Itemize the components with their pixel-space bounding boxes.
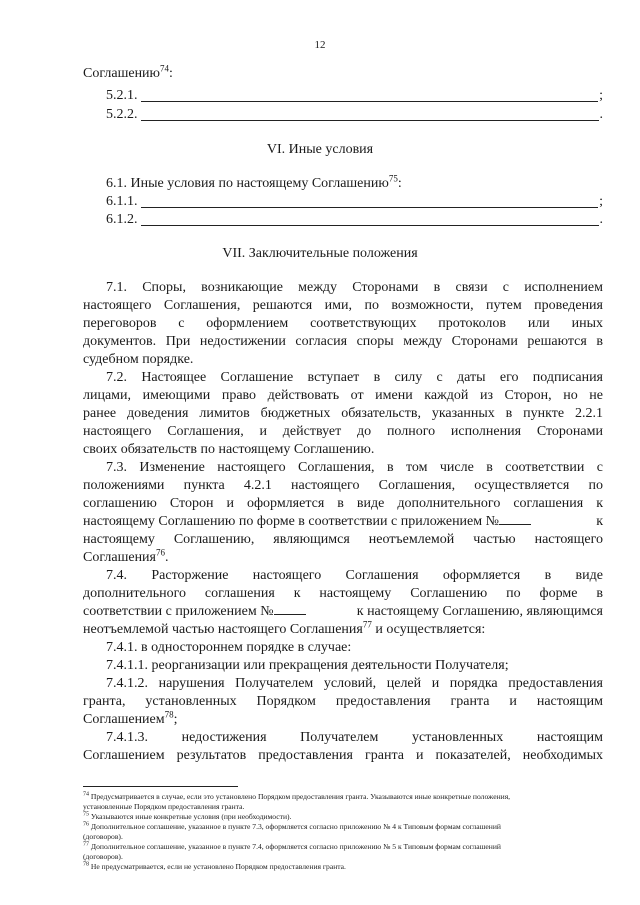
footnote-number: 76 — [83, 821, 89, 828]
footnote-number: 78 — [83, 861, 89, 868]
item-end: . — [599, 107, 603, 122]
item-number: 6.1.1. — [106, 194, 138, 209]
paragraph-7-3-text-b: к — [596, 514, 603, 529]
footnote-77 — [83, 842, 604, 852]
paragraph-7-2-line: ранее доведения лимитов бюджетных обязательств, указанных в пункте 2.2.1 — [83, 406, 603, 421]
paragraph-7-4-text-d: и осуществляется: — [371, 622, 486, 637]
footnote-text: установленные Порядком предоставления гранта. — [83, 802, 245, 811]
paragraph-7-4-line: 7.4. Расторжение настоящего Соглашения оформляется в виде — [106, 568, 603, 583]
paragraph-7-2-line: настоящего Соглашения, и действует до полного исполнения Сторонами — [83, 424, 603, 439]
section-7-title: VII. Заключительные положения — [222, 246, 418, 261]
paragraph-7-1-line: переговоров с оформлением соответствующих протоколов или иных — [83, 316, 603, 331]
footnote-78 — [83, 862, 604, 872]
paragraph-7-3-text-a: настоящему Соглашению по форме в соответствии с приложением № — [83, 514, 499, 529]
footnote-ref: 78 — [164, 709, 174, 720]
attachment-number-blank — [499, 513, 531, 525]
footnote-ref: 74 — [160, 63, 170, 74]
fill-line — [141, 194, 599, 208]
agreement-ref-colon: : — [169, 66, 173, 81]
fill-line — [141, 212, 599, 226]
paragraph-7-4-1: 7.4.1. в одностороннем порядке в случае: — [106, 640, 352, 655]
item-number: 5.2.1. — [106, 88, 138, 103]
footnote-text: Дополнительное соглашение, указанное в пункте 7.3, оформляется согласно приложению № 4 к Типовым формам соглашений — [89, 822, 501, 831]
item-end: ; — [599, 194, 603, 209]
item-end: ; — [599, 88, 603, 103]
paragraph-7-3-word: Соглашения — [83, 550, 156, 565]
section-6-title: VI. Иные условия — [266, 142, 374, 157]
paragraph-7-3-line: положениями пункта 4.2.1 настоящего Соглашения, осуществляется по — [83, 478, 603, 493]
paragraph-7-4-text-c: неотъемлемой частью настоящего Соглашения — [83, 622, 363, 637]
page-number: 12 — [314, 39, 326, 51]
paragraph-7-4-1-2-line: гранта, установленных Порядком предоставления гранта и настоящим — [83, 694, 603, 709]
paragraph-7-4-1-2-line — [83, 711, 603, 729]
fill-line — [141, 107, 599, 121]
section-6-intro — [106, 175, 626, 193]
footnote-ref: 75 — [388, 173, 398, 184]
paragraph-7-1-line: судебном порядке. — [83, 352, 194, 367]
paragraph-7-4-line — [83, 603, 603, 621]
footnote-text: Не предусматривается, если не установлено Порядком предоставления гранта. — [89, 862, 346, 871]
footnote-number: 75 — [83, 811, 89, 818]
agreement-ref-word: Соглашению — [83, 66, 161, 81]
paragraph-7-4-1-2-end: ; — [173, 712, 178, 727]
footnote-76 — [83, 822, 604, 832]
footnote-number: 77 — [83, 841, 89, 848]
paragraph-7-3-line: 7.3. Изменение настоящего Соглашения, в том числе в соответствии с — [106, 460, 603, 475]
paragraph-7-1-line: настоящего Соглашения, решаются ими, по возможности, путем проведения — [83, 298, 603, 313]
blank-item-6-1-1 — [106, 193, 603, 211]
footnote-number: 74 — [83, 791, 89, 798]
section-6-intro-colon: : — [397, 176, 402, 191]
paragraph-7-4-text-a: соответствии с приложением № — [83, 604, 274, 619]
attachment-number-blank — [274, 603, 306, 615]
item-number: 5.2.2. — [106, 107, 138, 122]
footnote-76-cont — [83, 832, 604, 842]
blank-item-6-1-2 — [106, 211, 603, 229]
paragraph-7-3-text — [83, 513, 531, 531]
item-number: 6.1.2. — [106, 212, 138, 227]
footnote-ref: 77 — [362, 619, 372, 630]
paragraph-7-3-end: . — [165, 550, 169, 565]
fill-line — [141, 88, 599, 102]
footnote-text: (договоров). — [83, 832, 123, 841]
paragraph-7-4-line — [83, 621, 603, 639]
section-6-intro-text: 6.1. Иные условия по настоящему Соглашению — [106, 176, 389, 191]
footnote-74 — [83, 792, 604, 802]
paragraph-7-2-line: своих обязательств по настоящему Соглашению. — [83, 442, 375, 457]
paragraph-7-3-line: настоящему Соглашению, являющимся неотъемлемой частью настоящего — [83, 532, 603, 547]
paragraph-7-3-line — [83, 513, 603, 531]
paragraph-7-1-line: документов. При недостижении согласия споры между Сторонами решаются в — [83, 334, 603, 349]
paragraph-7-4-text — [83, 603, 306, 621]
footnote-77-cont — [83, 852, 604, 862]
paragraph-7-1-line: 7.1. Споры, возникающие между Сторонами в связи с исполнением — [106, 280, 603, 295]
paragraph-7-4-1-3-line: 7.4.1.3. недостижения Получателем установленных настоящим — [106, 730, 603, 745]
blank-item-5-2-1 — [106, 87, 603, 105]
footnote-text: Дополнительное соглашение, указанное в пункте 7.4, оформляется согласно приложению № 5 к Типовым формам соглашений — [89, 842, 501, 851]
footnote-text: Предусматривается в случае, если это установлено Порядком предоставления гранта. Указываются иные конкретные положения, — [89, 792, 511, 801]
item-end: . — [599, 212, 603, 227]
blank-item-5-2-2 — [106, 106, 603, 124]
paragraph-7-4-1-1: 7.4.1.1. реорганизации или прекращения деятельности Получателя; — [106, 658, 509, 673]
footnote-75 — [83, 812, 604, 822]
paragraph-7-4-text-b: к настоящему Соглашению, являющимся — [356, 604, 603, 619]
paragraph-7-3-line — [83, 549, 603, 567]
footnote-74-cont — [83, 802, 604, 812]
paragraph-7-4-1-3-line: Соглашением результатов предоставления гранта и показателей, необходимых — [83, 748, 603, 763]
agreement-ref-line — [83, 65, 603, 83]
paragraph-7-2-line: лицами, имеющими право действовать от имени каждой из Сторон, но не — [83, 388, 603, 403]
footnote-text: Указываются иные конкретные условия (при необходимости). — [89, 812, 292, 821]
footnote-separator — [83, 786, 238, 787]
footnote-text: (договоров). — [83, 852, 123, 861]
paragraph-7-4-line: дополнительного соглашения к настоящему Соглашению по форме в — [83, 586, 603, 601]
paragraph-7-4-1-2-line: 7.4.1.2. нарушения Получателем условий, целей и порядка предоставления — [106, 676, 603, 691]
paragraph-7-2-line: 7.2. Настоящее Соглашение вступает в силу с даты его подписания — [106, 370, 603, 385]
footnote-ref: 76 — [156, 547, 165, 558]
paragraph-7-3-line: соглашению Сторон и оформляется в виде дополнительного соглашения к — [83, 496, 603, 511]
paragraph-7-4-1-2-word: Соглашением — [83, 712, 165, 727]
